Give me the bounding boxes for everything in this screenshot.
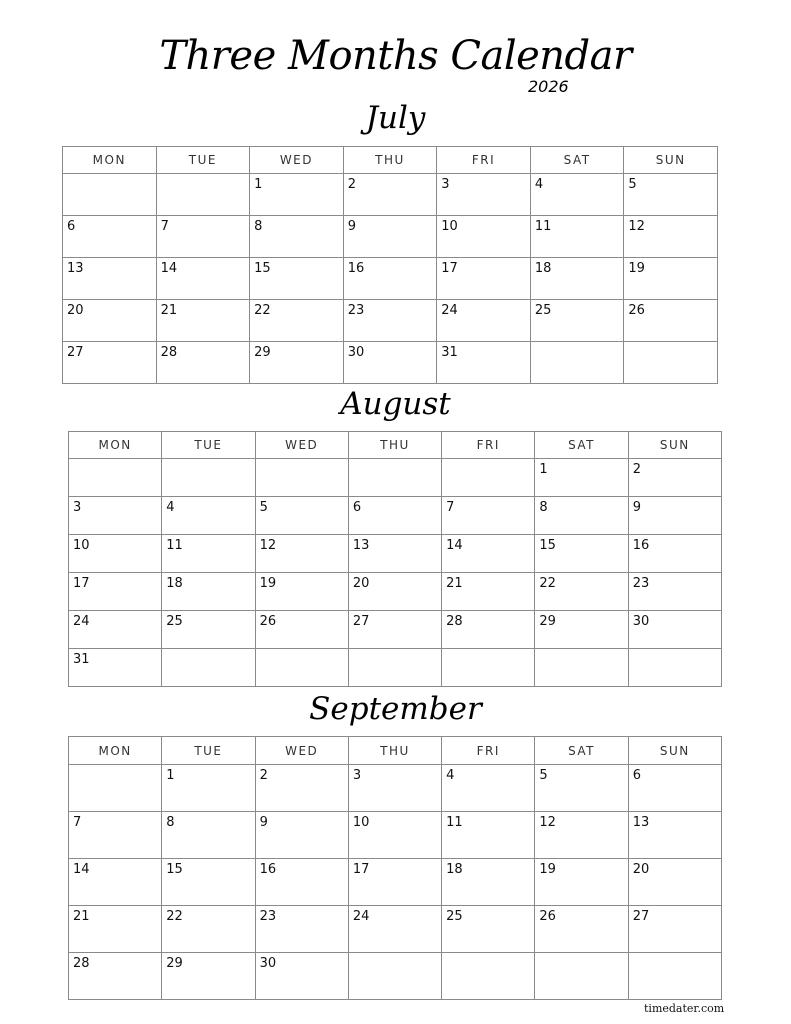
day-cell: 13 — [348, 535, 441, 573]
weekday-header: SUN — [624, 147, 718, 174]
day-cell: 9 — [255, 812, 348, 859]
day-cell: 1 — [535, 459, 628, 497]
day-cell — [535, 649, 628, 687]
month-title-july: July — [365, 100, 426, 136]
day-cell: 24 — [348, 906, 441, 953]
weekday-header: TUE — [162, 432, 255, 459]
week-row — [69, 611, 722, 649]
day-cell: 9 — [343, 216, 437, 258]
day-cell: 28 — [442, 611, 535, 649]
week-row — [69, 812, 722, 859]
week-row — [69, 497, 722, 535]
day-cell: 20 — [628, 859, 721, 906]
day-cell: 10 — [437, 216, 531, 258]
day-cell: 22 — [250, 300, 344, 342]
day-cell: 12 — [255, 535, 348, 573]
page-title: Three Months Calendar — [159, 33, 632, 79]
weekday-header: SUN — [628, 737, 721, 765]
day-cell: 16 — [255, 859, 348, 906]
day-cell: 18 — [442, 859, 535, 906]
day-cell — [162, 649, 255, 687]
week-row — [63, 216, 718, 258]
week-row — [63, 300, 718, 342]
day-cell: 19 — [535, 859, 628, 906]
day-cell: 25 — [162, 611, 255, 649]
month-title-august: August — [340, 386, 451, 422]
day-cell: 10 — [348, 812, 441, 859]
day-cell: 18 — [530, 258, 624, 300]
weekday-header: MON — [69, 737, 162, 765]
day-cell — [69, 765, 162, 812]
day-cell — [442, 649, 535, 687]
day-cell: 15 — [162, 859, 255, 906]
day-cell — [442, 459, 535, 497]
day-cell: 19 — [624, 258, 718, 300]
weekday-header: TUE — [156, 147, 250, 174]
day-cell: 23 — [255, 906, 348, 953]
day-cell: 11 — [162, 535, 255, 573]
day-cell — [624, 342, 718, 384]
day-cell — [535, 953, 628, 1000]
weekday-header: WED — [255, 432, 348, 459]
day-cell — [162, 459, 255, 497]
month-title-september: September — [309, 691, 482, 727]
day-cell: 2 — [628, 459, 721, 497]
week-row — [69, 859, 722, 906]
day-cell — [69, 459, 162, 497]
day-cell — [255, 459, 348, 497]
day-cell: 13 — [628, 812, 721, 859]
day-cell: 17 — [69, 573, 162, 611]
weekday-header: MON — [69, 432, 162, 459]
day-cell: 24 — [437, 300, 531, 342]
day-cell: 25 — [530, 300, 624, 342]
day-cell: 12 — [624, 216, 718, 258]
weekday-header: TUE — [162, 737, 255, 765]
day-cell: 9 — [628, 497, 721, 535]
day-cell: 14 — [156, 258, 250, 300]
day-cell: 2 — [343, 174, 437, 216]
day-cell: 26 — [535, 906, 628, 953]
day-cell: 21 — [69, 906, 162, 953]
day-cell: 7 — [442, 497, 535, 535]
day-cell: 6 — [348, 497, 441, 535]
day-cell: 21 — [442, 573, 535, 611]
day-cell: 28 — [156, 342, 250, 384]
day-cell: 31 — [437, 342, 531, 384]
day-cell: 3 — [348, 765, 441, 812]
day-cell: 5 — [255, 497, 348, 535]
day-cell — [530, 342, 624, 384]
week-row — [63, 342, 718, 384]
day-cell: 30 — [255, 953, 348, 1000]
day-cell: 30 — [628, 611, 721, 649]
day-cell: 29 — [162, 953, 255, 1000]
day-cell: 14 — [442, 535, 535, 573]
day-cell: 11 — [530, 216, 624, 258]
day-cell: 1 — [250, 174, 344, 216]
day-cell: 15 — [250, 258, 344, 300]
day-cell: 10 — [69, 535, 162, 573]
day-cell: 4 — [530, 174, 624, 216]
weekday-header-row — [69, 432, 722, 459]
day-cell: 27 — [628, 906, 721, 953]
weekday-header: FRI — [442, 737, 535, 765]
day-cell: 12 — [535, 812, 628, 859]
weekday-header: THU — [348, 737, 441, 765]
day-cell: 1 — [162, 765, 255, 812]
weekday-header: SUN — [628, 432, 721, 459]
day-cell: 22 — [535, 573, 628, 611]
day-cell: 26 — [255, 611, 348, 649]
day-cell: 3 — [69, 497, 162, 535]
day-cell — [348, 649, 441, 687]
day-cell: 28 — [69, 953, 162, 1000]
weekday-header-row — [63, 147, 718, 174]
day-cell: 5 — [624, 174, 718, 216]
day-cell: 27 — [63, 342, 157, 384]
day-cell: 19 — [255, 573, 348, 611]
weekday-header: WED — [255, 737, 348, 765]
week-row — [63, 258, 718, 300]
day-cell: 13 — [63, 258, 157, 300]
week-row — [69, 573, 722, 611]
day-cell: 15 — [535, 535, 628, 573]
day-cell — [63, 174, 157, 216]
day-cell — [628, 649, 721, 687]
day-cell — [255, 649, 348, 687]
weekday-header: SAT — [530, 147, 624, 174]
day-cell: 7 — [69, 812, 162, 859]
weekday-header: WED — [250, 147, 344, 174]
day-cell: 4 — [162, 497, 255, 535]
day-cell: 6 — [628, 765, 721, 812]
day-cell: 6 — [63, 216, 157, 258]
calendar-august — [68, 431, 722, 687]
day-cell: 3 — [437, 174, 531, 216]
weekday-header: MON — [63, 147, 157, 174]
day-cell: 4 — [442, 765, 535, 812]
footer-site-credit: timedater.com — [644, 1002, 725, 1015]
week-row — [69, 953, 722, 1000]
day-cell: 30 — [343, 342, 437, 384]
day-cell: 17 — [437, 258, 531, 300]
week-row — [69, 649, 722, 687]
week-row — [69, 906, 722, 953]
day-cell: 14 — [69, 859, 162, 906]
day-cell — [156, 174, 250, 216]
weekday-header: THU — [348, 432, 441, 459]
day-cell: 21 — [156, 300, 250, 342]
weekday-header: SAT — [535, 737, 628, 765]
day-cell: 7 — [156, 216, 250, 258]
day-cell: 5 — [535, 765, 628, 812]
day-cell: 23 — [628, 573, 721, 611]
weekday-header-row — [69, 737, 722, 765]
day-cell: 20 — [348, 573, 441, 611]
day-cell — [628, 953, 721, 1000]
week-row — [69, 535, 722, 573]
weekday-header: FRI — [437, 147, 531, 174]
day-cell: 24 — [69, 611, 162, 649]
week-row — [69, 765, 722, 812]
day-cell: 8 — [250, 216, 344, 258]
day-cell: 20 — [63, 300, 157, 342]
day-cell: 23 — [343, 300, 437, 342]
week-row — [63, 174, 718, 216]
day-cell: 8 — [535, 497, 628, 535]
calendar-july — [62, 146, 718, 384]
day-cell: 8 — [162, 812, 255, 859]
day-cell: 29 — [535, 611, 628, 649]
day-cell: 16 — [343, 258, 437, 300]
week-row — [69, 459, 722, 497]
day-cell — [348, 459, 441, 497]
day-cell: 22 — [162, 906, 255, 953]
year-label: 2026 — [528, 77, 569, 96]
weekday-header: FRI — [442, 432, 535, 459]
day-cell: 18 — [162, 573, 255, 611]
day-cell: 27 — [348, 611, 441, 649]
day-cell — [442, 953, 535, 1000]
day-cell: 31 — [69, 649, 162, 687]
calendar-september — [68, 736, 722, 1000]
day-cell: 26 — [624, 300, 718, 342]
day-cell: 29 — [250, 342, 344, 384]
weekday-header: SAT — [535, 432, 628, 459]
day-cell: 16 — [628, 535, 721, 573]
day-cell: 2 — [255, 765, 348, 812]
day-cell: 17 — [348, 859, 441, 906]
day-cell: 11 — [442, 812, 535, 859]
day-cell: 25 — [442, 906, 535, 953]
weekday-header: THU — [343, 147, 437, 174]
day-cell — [348, 953, 441, 1000]
